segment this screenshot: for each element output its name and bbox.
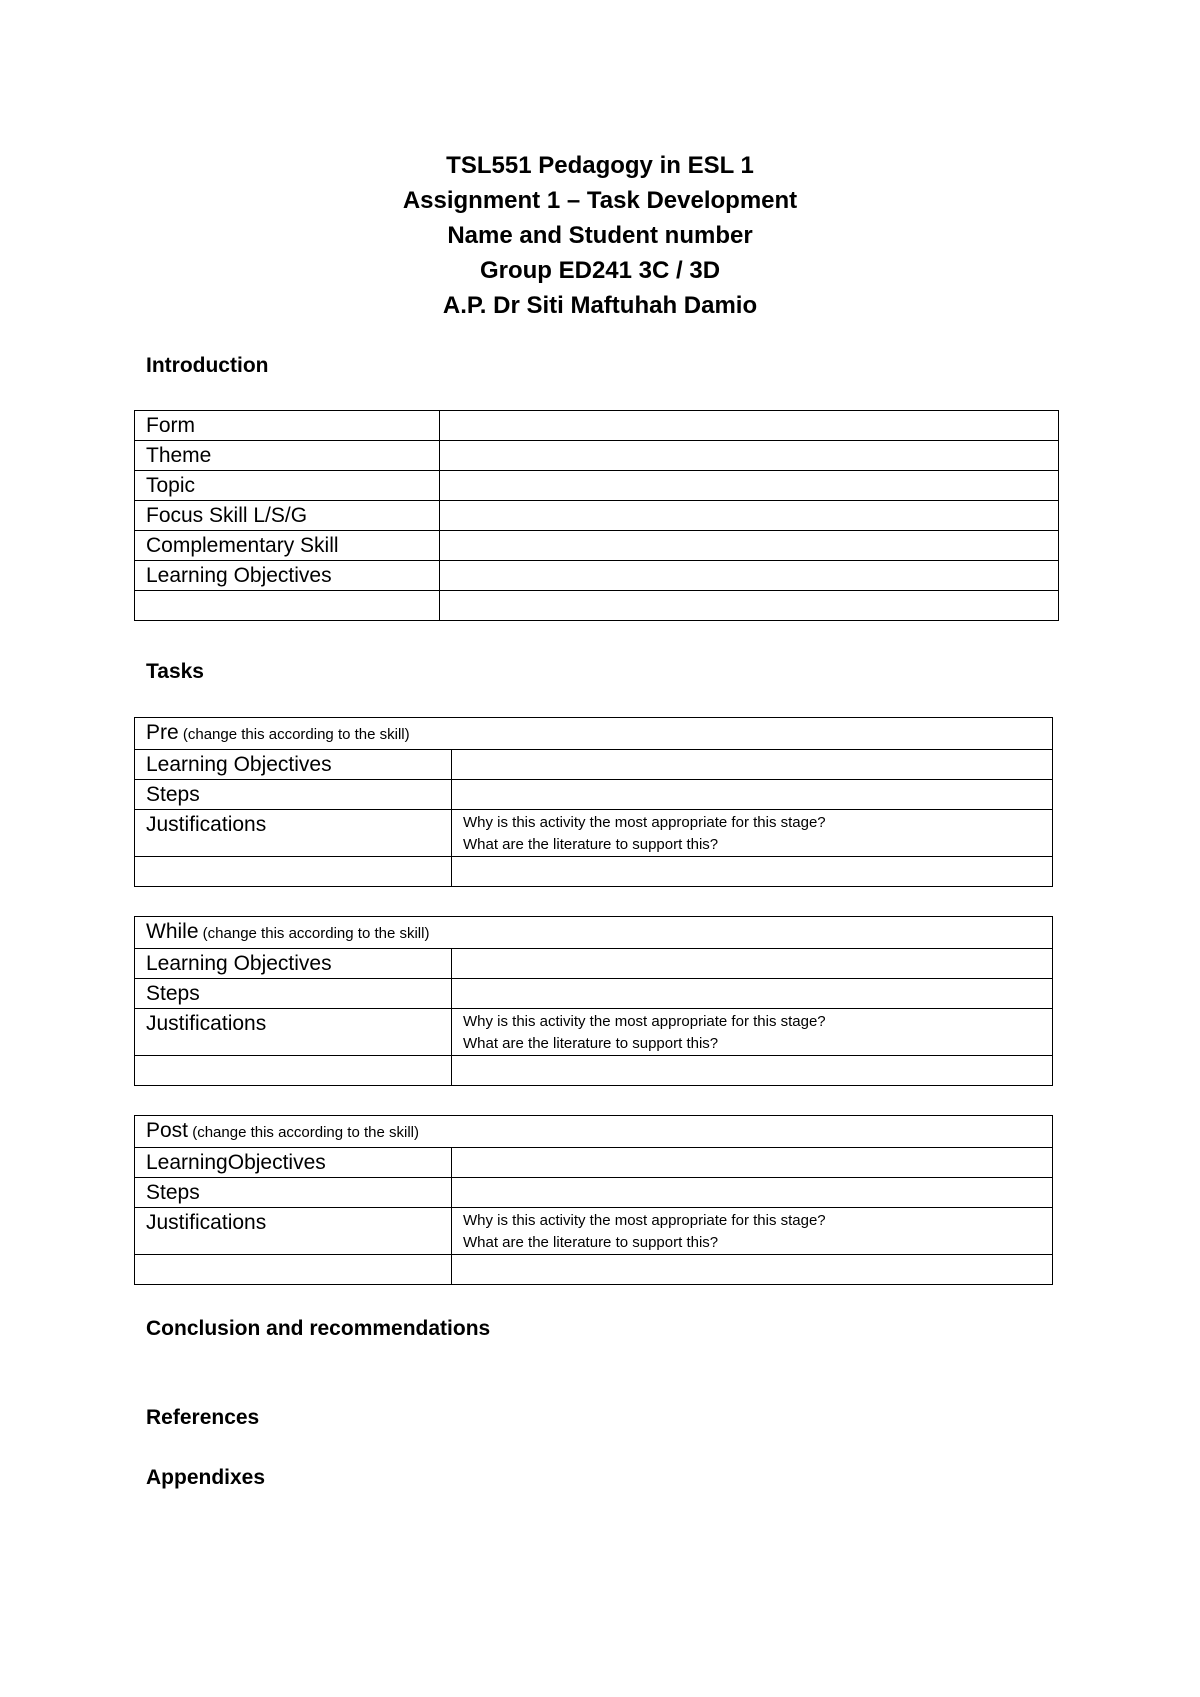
intro-row-blank [135,591,1059,621]
while-steps-label: Steps [135,979,452,1009]
intro-row-theme [135,441,1059,471]
pre-steps-value[interactable] [452,780,1053,810]
while-stage-label: While [146,920,199,943]
pre-justifications-row [135,810,1053,857]
pre-justifications-value[interactable] [452,810,1053,857]
post-steps-row [135,1178,1053,1208]
pre-task-table [134,717,1053,887]
post-blank-value[interactable] [452,1255,1053,1285]
post-steps-value[interactable] [452,1178,1053,1208]
post-justifications-row [135,1208,1053,1255]
title-block [0,148,1200,323]
intro-value-theme[interactable] [440,441,1059,471]
while-justifications-row [135,1009,1053,1056]
appendixes-heading: Appendixes [146,1466,266,1489]
post-header-cell [135,1116,1053,1148]
intro-label-blank [135,591,440,621]
intro-row-learning-objectives [135,561,1059,591]
pre-objectives-row [135,750,1053,780]
intro-row-topic [135,471,1059,501]
pre-blank-value[interactable] [452,857,1053,887]
assignment-title: Assignment 1 – Task Development [402,187,798,214]
intro-row-complementary-skill [135,531,1059,561]
post-header-row [135,1116,1053,1148]
pre-justification-question: Why is this activity the most appropriate for this stage? [463,814,826,831]
intro-label-topic: Topic [135,471,440,501]
intro-value-complementary-skill[interactable] [440,531,1059,561]
intro-label-theme: Theme [135,441,440,471]
while-blank-row [135,1056,1053,1086]
pre-objectives-label: Learning Objectives [135,750,452,780]
post-blank-row [135,1255,1053,1285]
pre-blank-label [135,857,452,887]
pre-steps-label: Steps [135,780,452,810]
while-blank-label [135,1056,452,1086]
post-objectives-row [135,1148,1053,1178]
intro-row-focus-skill [135,501,1059,531]
intro-row-form [135,411,1059,441]
intro-value-topic[interactable] [440,471,1059,501]
while-objectives-row [135,949,1053,979]
pre-header-row [135,718,1053,750]
while-objectives-label: Learning Objectives [135,949,452,979]
post-justifications-value[interactable] [452,1208,1053,1255]
references-heading: References [146,1406,260,1429]
post-objectives-label: LearningObjectives [135,1148,452,1178]
group-line: Group ED241 3C / 3D [479,257,721,284]
pre-objectives-value[interactable] [452,750,1053,780]
post-stage-label: Post [146,1119,189,1142]
intro-value-learning-objectives[interactable] [440,561,1059,591]
pre-stage-hint: (change this according to the skill) [178,726,410,743]
post-task-table [134,1115,1053,1285]
post-stage-hint: (change this according to the skill) [188,1124,419,1141]
post-blank-label [135,1255,452,1285]
post-literature-question: What are the literature to support this? [463,1234,719,1251]
intro-value-blank[interactable] [440,591,1059,621]
while-task-table [134,916,1053,1086]
pre-stage-label: Pre [146,721,179,744]
while-literature-question: What are the literature to support this? [463,1035,719,1052]
course-title: TSL551 Pedagogy in ESL 1 [446,152,754,179]
while-header-row [135,917,1053,949]
intro-label-complementary-skill: Complementary Skill [135,531,440,561]
name-student-number: Name and Student number [447,222,753,249]
intro-label-learning-objectives: Learning Objectives [135,561,440,591]
intro-value-focus-skill[interactable] [440,501,1059,531]
while-stage-hint: (change this according to the skill) [198,925,430,942]
lecturer-line: A.P. Dr Siti Maftuhah Damio [442,292,758,319]
post-justifications-label: Justifications [135,1208,452,1255]
conclusion-heading: Conclusion and recommendations [146,1317,491,1340]
pre-steps-row [135,780,1053,810]
introduction-table [134,410,1059,621]
intro-label-focus-skill: Focus Skill L/S/G [135,501,440,531]
pre-blank-row [135,857,1053,887]
intro-value-form[interactable] [440,411,1059,441]
post-justification-question: Why is this activity the most appropriate for this stage? [463,1212,826,1229]
pre-literature-question: What are the literature to support this? [463,836,719,853]
post-objectives-value[interactable] [452,1148,1053,1178]
while-justifications-label: Justifications [135,1009,452,1056]
intro-label-form: Form [135,411,440,441]
post-steps-label: Steps [135,1178,452,1208]
introduction-heading: Introduction [146,354,269,377]
while-justification-question: Why is this activity the most appropriate for this stage? [463,1013,826,1030]
pre-header-cell [135,718,1053,750]
while-steps-row [135,979,1053,1009]
while-blank-value[interactable] [452,1056,1053,1086]
tasks-heading: Tasks [146,660,204,683]
while-justifications-value[interactable] [452,1009,1053,1056]
while-header-cell [135,917,1053,949]
while-steps-value[interactable] [452,979,1053,1009]
while-objectives-value[interactable] [452,949,1053,979]
pre-justifications-label: Justifications [135,810,452,857]
